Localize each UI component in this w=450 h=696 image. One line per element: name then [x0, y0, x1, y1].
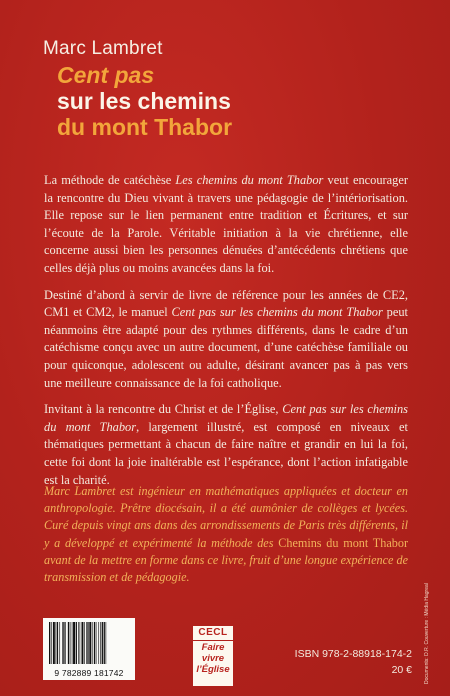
bio-text-a: Marc Lambret est ingénieur en mathématiques appliquées et docteur en anthropologie. Prêtre diocésain, il a été aumônier de collèges et lycées. Curé depuis vingt ans dans des arrondissements de Paris très différents, il y a développé et expérimenté la méthode des — [44, 484, 408, 550]
barcode-bar — [80, 622, 81, 664]
book-title — [57, 62, 232, 140]
barcode-bar — [87, 622, 88, 664]
barcode-bar — [89, 622, 91, 664]
p1-text-a: La méthode de catéchèse — [44, 173, 176, 187]
p2-title-ref: Cent pas sur les chemins du mont Thabor — [171, 305, 383, 320]
publisher-logo — [193, 626, 233, 686]
author-bio — [44, 483, 408, 586]
p1-text-b: veut encourager la rencontre du Dieu vivant à travers une pédagogie de l’intériorisation. Elle repose sur le lien permanent entre tradition et Écritures, et sur l’écoute de la Parole. Véritable initiation à la vie chrétienne, elle concerne aussi bien les personnes dénuées d’antécédents chrétiens que celles déjà plus ou moins avancées dans la foi. — [44, 173, 408, 275]
isbn: ISBN 978-2-88918-174-2 — [294, 648, 412, 660]
barcode-bar — [92, 622, 93, 664]
description — [44, 172, 408, 498]
paragraph-2 — [44, 287, 408, 393]
p1-title-ref: Les chemins du mont Thabor — [175, 173, 324, 187]
barcode-bar — [62, 622, 63, 664]
p2-text-b: peut néanmoins être adapté pour des rythmes différents, dans le cadre d’un catéchisme conçu avec un autre document, d’une catéchèse familiale ou pour quiconque, adolescent ou adulte, désirant avancer pas à pas vers une meilleure connaissance de la foi catholique. — [44, 305, 408, 390]
price: 20 € — [391, 664, 412, 676]
publisher-line-1: Faire — [201, 642, 225, 653]
barcode-bar — [82, 622, 84, 664]
barcode-bar — [56, 622, 57, 664]
barcode-bar — [106, 622, 107, 664]
barcode-bar — [78, 622, 79, 664]
barcode-bar — [98, 622, 99, 664]
barcode-bar — [49, 622, 50, 664]
barcode-bar — [63, 622, 64, 664]
bio-method-name: Chemins du mont Thabor — [278, 535, 408, 550]
barcode-bar — [70, 622, 71, 664]
barcode-bars — [47, 622, 131, 666]
paragraph-1 — [44, 172, 408, 278]
barcode-bar — [104, 622, 105, 664]
barcode-bar — [51, 622, 52, 664]
publisher-logo-top: CECL — [193, 626, 233, 640]
barcode-bar — [96, 622, 97, 664]
p3-text-a: Invitant à la rencontre du Christ et de l’Église, — [44, 402, 283, 417]
author-name: Marc Lambret — [43, 38, 163, 59]
barcode-bar — [76, 622, 77, 664]
title-line-3: du mont Thabor — [57, 114, 233, 140]
barcode-number: 9 782889 181742 — [54, 668, 124, 678]
barcode-bar — [94, 622, 95, 664]
barcode-bar — [100, 622, 101, 664]
photo-credits — [424, 583, 438, 684]
publisher-logo-text — [193, 641, 233, 686]
barcode-bar — [102, 622, 103, 664]
barcode-bar — [59, 622, 60, 664]
title-line-1: Cent pas — [57, 62, 155, 88]
barcode-bar — [57, 622, 58, 664]
photo-credits-text: Documents: D.R. Couverture : Média Hagreal — [424, 583, 430, 684]
publisher-line-3: l’Église — [196, 664, 230, 675]
title-line-2: sur les chemins — [57, 88, 231, 114]
p2-text-a: Destiné d’abord à servir de livre de référence pour les années de CE2, CM1 et CM2, le manuel — [44, 287, 408, 320]
bio-text-b: avant de la mettre en forme dans ce livre, fruit d’une longue expérience de transmission et de pédagogie. — [44, 552, 408, 585]
p3-title-ref: Cent pas sur les chemins du mont Thabor — [44, 402, 408, 434]
barcode-bar — [53, 622, 55, 664]
paragraph-3 — [44, 401, 408, 489]
barcode-bar — [86, 622, 87, 664]
p3-text-b: , largement illustré, est composé en niveaux et thématiques permettant à chacun de faire naître et grandir en lui la foi, cette foi dont la joie inaltérable est l’espérance, dont l’action infatigable est la charité. — [44, 419, 408, 487]
barcode-bar — [84, 622, 85, 664]
barcode-bar — [65, 622, 66, 664]
barcode — [43, 618, 135, 680]
barcode-bar — [73, 622, 75, 664]
barcode-bar — [72, 622, 73, 664]
publisher-line-2: vivre — [201, 653, 225, 664]
barcode-bar — [68, 622, 69, 664]
